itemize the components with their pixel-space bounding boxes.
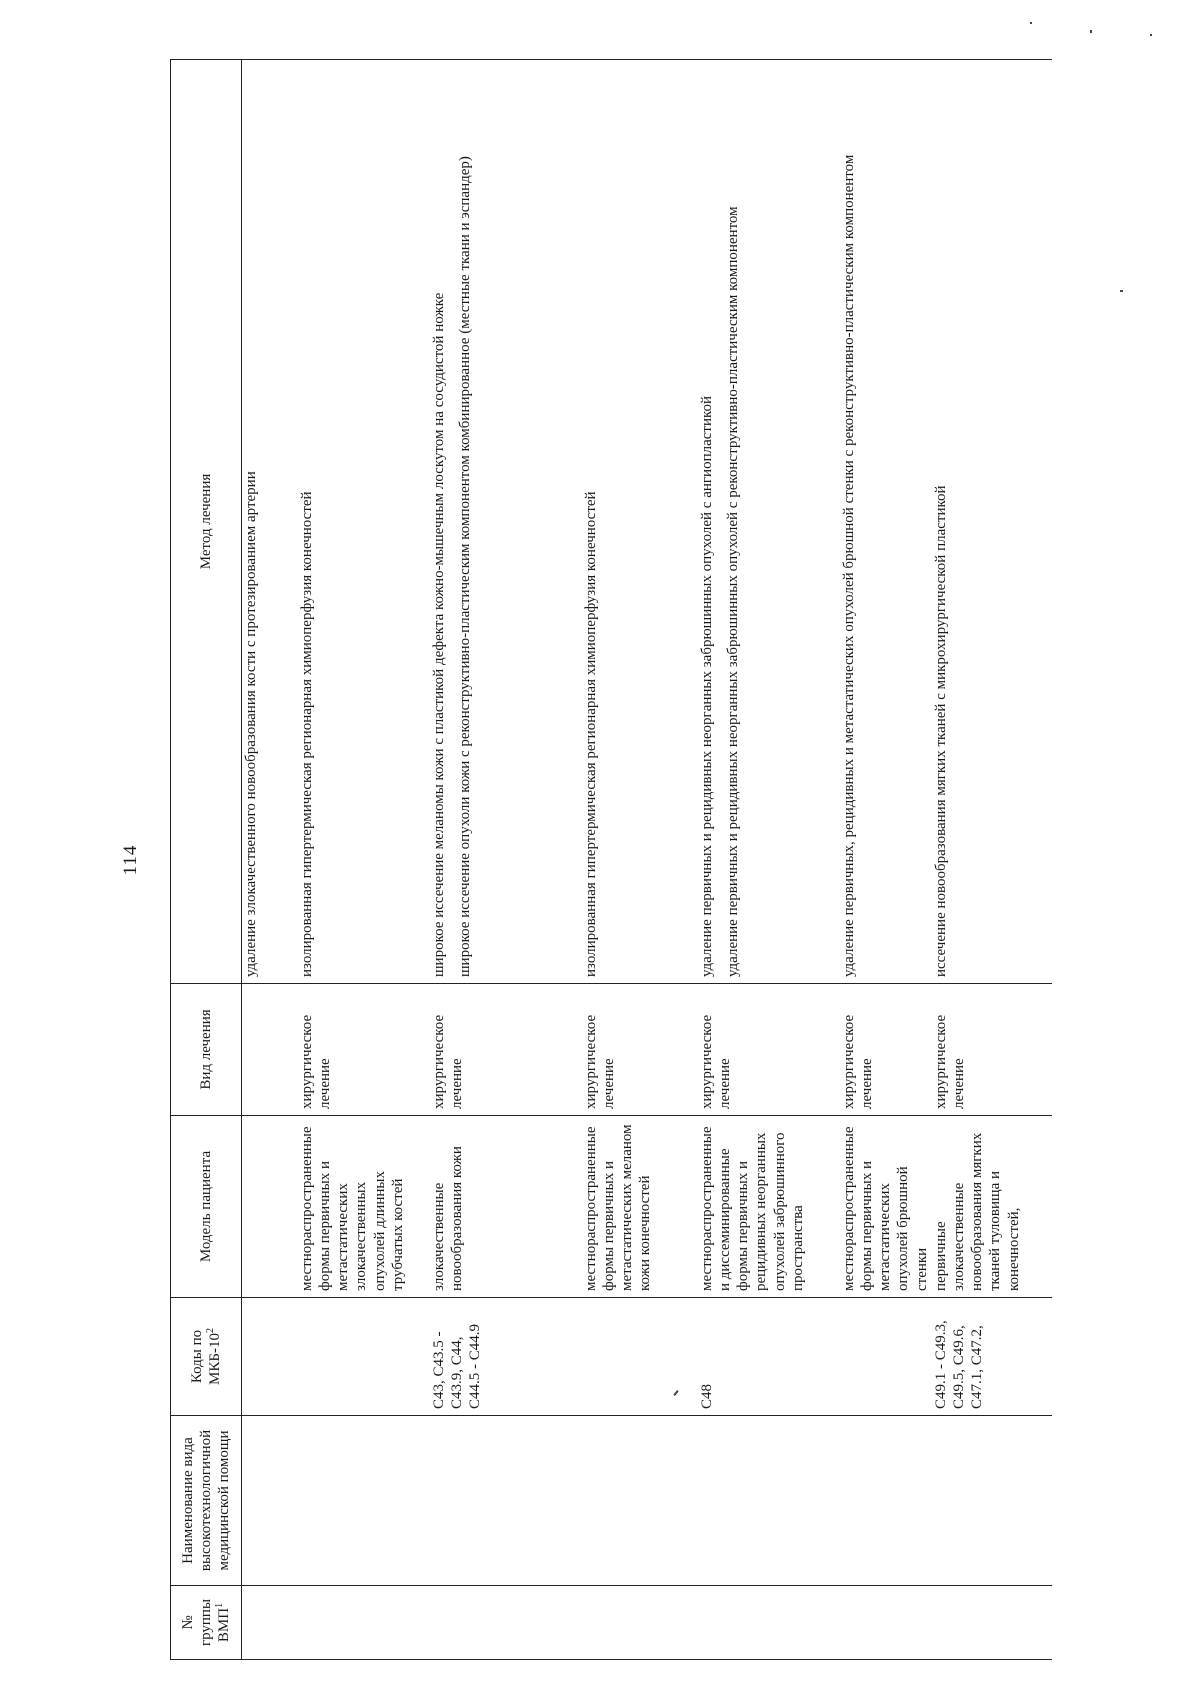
table-header-row xyxy=(171,60,242,1660)
table-row xyxy=(698,60,840,1660)
cell-model: местнораспространенные формы первичных и метастатических опухолей брюшной стенки xyxy=(840,1116,932,1298)
cell-type: хирургическое лечение xyxy=(430,984,582,1116)
cell-method xyxy=(430,60,582,984)
cell-type: хирургическое лечение xyxy=(298,984,430,1116)
method-item: удаление первичных и рецидивных неорганных забрюшинных опухолей с ангиопластикой xyxy=(698,395,715,977)
cell-method xyxy=(298,60,430,984)
cell-model: местнораспространенные формы первичных и метастатических меланом кожи конечностей xyxy=(582,1116,698,1298)
cell-name xyxy=(698,1416,840,1586)
page-number: 114 xyxy=(120,844,141,876)
method-item: изолированная гипертермическая регионарная химиоперфузия конечностей xyxy=(582,491,599,977)
cell-group-no xyxy=(298,1586,430,1660)
table-row xyxy=(582,60,698,1660)
cell-group-no xyxy=(932,1586,1052,1660)
cell-group-no xyxy=(698,1586,840,1660)
method-item: широкое иссечение опухоли кожи с реконструктивно-пластическим компонентом комбинированное (местные ткани и эспандер) xyxy=(456,156,473,977)
cell-type: хирургическое лечение xyxy=(840,984,932,1116)
cell-name xyxy=(242,1416,298,1586)
cell-type xyxy=(242,984,298,1116)
cell-method xyxy=(582,60,698,984)
header-method: Метод лечения xyxy=(171,60,242,984)
cell-name xyxy=(430,1416,582,1586)
cell-codes: С49.1 - С49.3, С49.5, С49.6, С47.1, С47.2, xyxy=(932,1298,1052,1416)
cell-model xyxy=(242,1116,298,1298)
method-item: удаление первичных и рецидивных неорганных забрюшинных опухолей с реконструктивно-пластическим компонентом xyxy=(724,206,741,977)
method-item: широкое иссечение меланомы кожи с пластикой дефекта кожно-мышечным лоскутом на сосудистой ножке xyxy=(430,292,447,977)
header-type: Вид лечения xyxy=(171,984,242,1116)
cell-method xyxy=(840,60,932,984)
method-item: иссечение новообразования мягких тканей с микрохирургической пластикой xyxy=(932,485,949,977)
table-row xyxy=(932,60,1052,1660)
header-codes: Коды по МКБ-$10^2$ xyxy=(171,1298,242,1416)
table-row xyxy=(298,60,430,1660)
cell-name xyxy=(932,1416,1052,1586)
cell-codes xyxy=(242,1298,298,1416)
cell-method xyxy=(242,60,298,984)
header-name: Наименование вида высокотехнологичной медицинской помощи xyxy=(171,1416,242,1586)
cell-group-no xyxy=(430,1586,582,1660)
cell-group-no xyxy=(582,1586,698,1660)
cell-model: местнораспространенные формы первичных и метастатических злокачественных опухолей длинных трубчатых костей xyxy=(298,1116,430,1298)
cell-type: хирургическое лечение xyxy=(932,984,1052,1116)
cell-model: местнораспространенные и диссеминированные формы первичных и рецидивных неорганных опухолей забрюшинного пространства xyxy=(698,1116,840,1298)
cell-method xyxy=(932,60,1052,984)
cell-codes: С43, С43.5 - С43.9, С44, С44.5 - С44.9 xyxy=(430,1298,582,1416)
cell-method xyxy=(698,60,840,984)
scan-speck xyxy=(1090,30,1092,33)
cell-codes: С48 xyxy=(698,1298,840,1416)
cell-codes xyxy=(582,1298,698,1416)
vmp-table xyxy=(170,59,1052,1660)
cell-name xyxy=(582,1416,698,1586)
scan-speck xyxy=(1120,290,1123,292)
cell-type: хирургическое лечение xyxy=(698,984,840,1116)
header-model: Модель пациента xyxy=(171,1116,242,1298)
cell-name xyxy=(840,1416,932,1586)
cell-codes xyxy=(840,1298,932,1416)
cell-codes xyxy=(298,1298,430,1416)
cell-name xyxy=(298,1416,430,1586)
scan-speck xyxy=(1030,22,1032,24)
header-group-no: № группы ВМП$^1$ xyxy=(171,1586,242,1660)
cell-model: первичные злокачественные новообразования мягких тканей туловища и конечностей, xyxy=(932,1116,1052,1298)
scan-speck xyxy=(1150,34,1152,36)
method-item: удаление злокачественного новообразования кости с протезированием артерии xyxy=(243,471,259,977)
cell-group-no xyxy=(242,1586,298,1660)
cell-type: хирургическое лечение xyxy=(582,984,698,1116)
cell-model: злокачественные новообразования кожи xyxy=(430,1116,582,1298)
table-row xyxy=(430,60,582,1660)
method-item: изолированная гипертермическая регионарная химиоперфузия конечностей xyxy=(298,491,315,977)
cell-group-no xyxy=(840,1586,932,1660)
method-item: удаление первичных, рецидивных и метастатических опухолей брюшной стенки с реконструктивно-пластическим компонентом xyxy=(840,154,857,977)
rotated-page xyxy=(120,60,1200,1660)
table-row xyxy=(242,60,298,1660)
table-row xyxy=(840,60,932,1660)
